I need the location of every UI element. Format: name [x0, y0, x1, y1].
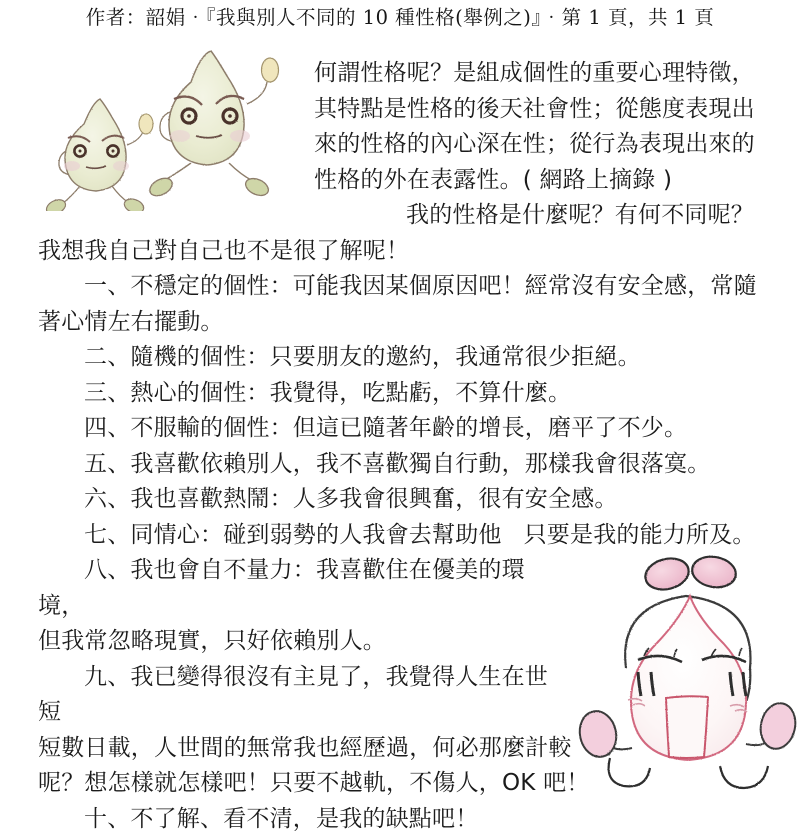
illustration-text-wrap-spacer-right [560, 553, 768, 683]
page-header: 作者：韶娟‧『我與別人不同的 10 種性格(舉例之)』‧第 1 頁，共 1 頁 [0, 2, 800, 30]
list-item-8-line-b: 但我常忽略現實，只好依賴別人。 [38, 624, 768, 660]
list-item-6-text: 六、我也喜歡熱鬧：人多我會很興奮，很有安全感。 [84, 486, 618, 512]
list-item-1 [38, 269, 768, 340]
list-item-3 [38, 376, 768, 412]
list-item-6 [38, 482, 768, 518]
list-item-2-text: 二、隨機的個性：只要朋友的邀約，我通常很少拒絕。 [84, 344, 641, 370]
list-item-1-text: 一、不穩定的個性：可能我因某個原因吧！經常沒有安全感，常隨著心情左右擺動。 [38, 273, 757, 335]
list-item-9-text-a: 九、我已變得很沒有主見了，我覺得人生在世短 [38, 664, 548, 726]
list-item-5 [38, 447, 768, 483]
list-item-8-text-a: 八、我也會自不量力：我喜歡住在優美的環境， [38, 557, 525, 619]
list-item-2 [38, 340, 768, 376]
list-item-4-text: 四、不服輸的個性：但這已隨著年齡的增長，磨平了不少。 [84, 415, 687, 441]
list-item-7 [38, 518, 768, 554]
list-item-3-text: 三、熱心的個性：我覺得，吃點虧，不算什麼。 [84, 380, 571, 406]
illustration-text-wrap-spacer-left [38, 56, 314, 211]
list-item-7-text-a: 七、同情心：碰到弱勢的人我會去幫助他 [84, 522, 502, 548]
list-item-9-line-b: 短數日載，人世間的無常我也經歷過，何必那麼計較 [38, 731, 768, 767]
paragraph-intro-definition: 何謂性格呢？是組成個性的重要心理特徵，其特點是性格的後天社會性；從態度表現出來的性格的內心深在性；從行為表現出來的性格的外在表露性。( 網路上摘錄 ) [38, 56, 768, 198]
list-item-9-line-c: 呢？想怎樣就怎樣吧！只要不越軌，不傷人，OK 吧！ [38, 766, 768, 802]
list-item-7-text-b: 只要是我的能力所及。 [524, 522, 756, 548]
document-body [38, 56, 768, 837]
list-item-10 [38, 802, 768, 837]
list-item-5-text: 五、我喜歡依賴別人，我不喜歡獨自行動，那樣我會很落寞。 [84, 451, 710, 477]
list-item-10-text: 十、不了解、看不清，是我的缺點吧！ [84, 806, 478, 832]
paragraph-intro-personal-text: 我的性格是什麼呢？有何不同呢？我想我自己對自己也不是很了解呢！ [38, 202, 754, 264]
list-item-4 [38, 411, 768, 447]
